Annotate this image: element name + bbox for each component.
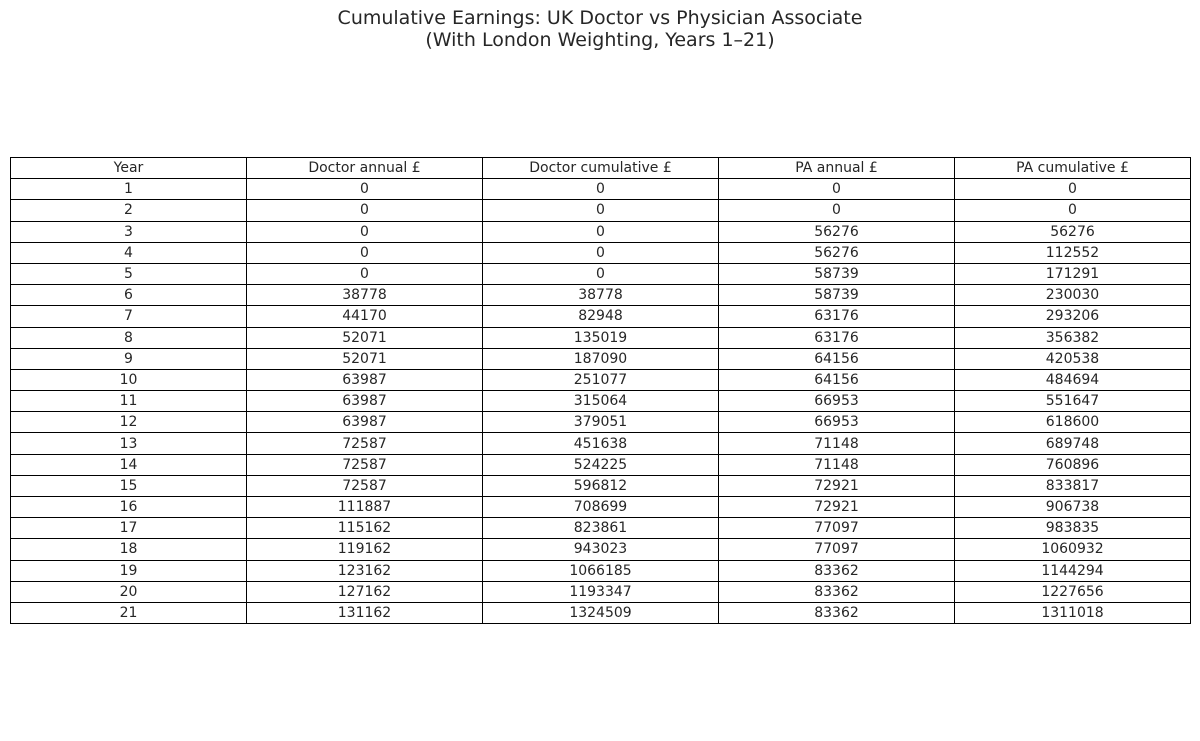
cell-year: 19	[11, 560, 247, 581]
cell-doctor-cumulative: 187090	[483, 348, 719, 369]
cell-pa-annual: 64156	[719, 369, 955, 390]
cell-pa-annual: 71148	[719, 454, 955, 475]
cell-doctor-cumulative: 0	[483, 263, 719, 284]
table-row	[11, 518, 1191, 539]
cell-year: 11	[11, 391, 247, 412]
table-header-row	[11, 158, 1191, 179]
cell-year: 3	[11, 221, 247, 242]
cell-doctor-cumulative: 596812	[483, 475, 719, 496]
cell-doctor-annual: 72587	[247, 454, 483, 475]
earnings-table	[10, 157, 1191, 624]
cell-doctor-cumulative: 0	[483, 200, 719, 221]
cell-doctor-annual: 0	[247, 242, 483, 263]
table-row	[11, 391, 1191, 412]
cell-pa-cumulative: 293206	[955, 306, 1191, 327]
cell-doctor-annual: 38778	[247, 285, 483, 306]
cell-year: 8	[11, 327, 247, 348]
cell-doctor-annual: 115162	[247, 518, 483, 539]
table-row	[11, 581, 1191, 602]
cell-doctor-annual: 127162	[247, 581, 483, 602]
table-row	[11, 454, 1191, 475]
chart-subtitle: (With London Weighting, Years 1–21)	[425, 29, 775, 51]
cell-pa-annual: 77097	[719, 518, 955, 539]
cell-pa-annual: 63176	[719, 306, 955, 327]
cell-doctor-annual: 119162	[247, 539, 483, 560]
cell-doctor-annual: 0	[247, 263, 483, 284]
cell-doctor-annual: 63987	[247, 391, 483, 412]
cell-doctor-annual: 131162	[247, 602, 483, 623]
cell-doctor-annual: 63987	[247, 369, 483, 390]
cell-year: 5	[11, 263, 247, 284]
table-row	[11, 306, 1191, 327]
cell-year: 14	[11, 454, 247, 475]
cell-doctor-cumulative: 379051	[483, 412, 719, 433]
cell-doctor-annual: 63987	[247, 412, 483, 433]
column-header-pa-annual: PA annual £	[719, 158, 955, 179]
cell-pa-cumulative: 356382	[955, 327, 1191, 348]
cell-pa-annual: 56276	[719, 221, 955, 242]
cell-doctor-annual: 52071	[247, 327, 483, 348]
cell-pa-annual: 58739	[719, 285, 955, 306]
cell-year: 20	[11, 581, 247, 602]
cell-year: 17	[11, 518, 247, 539]
table-row	[11, 263, 1191, 284]
cell-pa-cumulative: 1144294	[955, 560, 1191, 581]
cell-doctor-cumulative: 135019	[483, 327, 719, 348]
table-body	[11, 179, 1191, 624]
cell-doctor-annual: 52071	[247, 348, 483, 369]
cell-pa-cumulative: 1311018	[955, 602, 1191, 623]
table-row	[11, 285, 1191, 306]
table-row	[11, 539, 1191, 560]
cell-doctor-cumulative: 0	[483, 242, 719, 263]
table-row	[11, 369, 1191, 390]
cell-doctor-annual: 44170	[247, 306, 483, 327]
cell-pa-annual: 0	[719, 200, 955, 221]
cell-pa-cumulative: 420538	[955, 348, 1191, 369]
cell-year: 7	[11, 306, 247, 327]
table-row	[11, 348, 1191, 369]
cell-pa-annual: 71148	[719, 433, 955, 454]
column-header-doctor-annual: Doctor annual £	[247, 158, 483, 179]
cell-doctor-cumulative: 1066185	[483, 560, 719, 581]
cell-pa-cumulative: 1060932	[955, 539, 1191, 560]
cell-pa-annual: 72921	[719, 475, 955, 496]
chart-title: Cumulative Earnings: UK Doctor vs Physician Associate	[337, 7, 863, 29]
cell-doctor-cumulative: 823861	[483, 518, 719, 539]
cell-doctor-annual: 111887	[247, 497, 483, 518]
cell-year: 15	[11, 475, 247, 496]
cell-doctor-cumulative: 82948	[483, 306, 719, 327]
cell-year: 2	[11, 200, 247, 221]
cell-pa-cumulative: 983835	[955, 518, 1191, 539]
cell-doctor-annual: 0	[247, 179, 483, 200]
cell-pa-annual: 83362	[719, 602, 955, 623]
cell-pa-annual: 83362	[719, 560, 955, 581]
cell-doctor-cumulative: 0	[483, 221, 719, 242]
cell-year: 18	[11, 539, 247, 560]
table-row	[11, 602, 1191, 623]
cell-doctor-cumulative: 524225	[483, 454, 719, 475]
table-row	[11, 497, 1191, 518]
table-row	[11, 433, 1191, 454]
cell-year: 21	[11, 602, 247, 623]
cell-doctor-cumulative: 1193347	[483, 581, 719, 602]
cell-pa-annual: 56276	[719, 242, 955, 263]
cell-pa-cumulative: 0	[955, 200, 1191, 221]
cell-pa-cumulative: 618600	[955, 412, 1191, 433]
cell-year: 6	[11, 285, 247, 306]
cell-year: 4	[11, 242, 247, 263]
table-row	[11, 475, 1191, 496]
cell-doctor-cumulative: 0	[483, 179, 719, 200]
table-row	[11, 327, 1191, 348]
cell-pa-annual: 0	[719, 179, 955, 200]
column-header-pa-cumulative: PA cumulative £	[955, 158, 1191, 179]
cell-pa-cumulative: 551647	[955, 391, 1191, 412]
column-header-year: Year	[11, 158, 247, 179]
cell-doctor-cumulative: 943023	[483, 539, 719, 560]
cell-year: 16	[11, 497, 247, 518]
cell-pa-annual: 83362	[719, 581, 955, 602]
cell-pa-cumulative: 760896	[955, 454, 1191, 475]
cell-pa-annual: 58739	[719, 263, 955, 284]
cell-pa-annual: 66953	[719, 412, 955, 433]
table-row	[11, 242, 1191, 263]
cell-pa-cumulative: 833817	[955, 475, 1191, 496]
cell-pa-cumulative: 1227656	[955, 581, 1191, 602]
cell-doctor-annual: 72587	[247, 433, 483, 454]
cell-doctor-annual: 0	[247, 221, 483, 242]
cell-year: 12	[11, 412, 247, 433]
table-row	[11, 560, 1191, 581]
table-row	[11, 179, 1191, 200]
table-row	[11, 200, 1191, 221]
cell-pa-annual: 63176	[719, 327, 955, 348]
cell-pa-annual: 66953	[719, 391, 955, 412]
cell-doctor-cumulative: 38778	[483, 285, 719, 306]
cell-year: 10	[11, 369, 247, 390]
cell-doctor-cumulative: 315064	[483, 391, 719, 412]
cell-year: 13	[11, 433, 247, 454]
cell-pa-annual: 77097	[719, 539, 955, 560]
table-row	[11, 221, 1191, 242]
cell-doctor-annual: 0	[247, 200, 483, 221]
cell-pa-cumulative: 484694	[955, 369, 1191, 390]
cell-pa-cumulative: 230030	[955, 285, 1191, 306]
cell-doctor-cumulative: 451638	[483, 433, 719, 454]
table-row	[11, 412, 1191, 433]
cell-doctor-annual: 123162	[247, 560, 483, 581]
cell-pa-annual: 72921	[719, 497, 955, 518]
cell-doctor-annual: 72587	[247, 475, 483, 496]
cell-year: 1	[11, 179, 247, 200]
cell-pa-cumulative: 171291	[955, 263, 1191, 284]
cell-doctor-cumulative: 708699	[483, 497, 719, 518]
chart-title-block	[0, 7, 1200, 51]
cell-pa-cumulative: 112552	[955, 242, 1191, 263]
column-header-doctor-cumulative: Doctor cumulative £	[483, 158, 719, 179]
cell-doctor-cumulative: 251077	[483, 369, 719, 390]
cell-pa-cumulative: 906738	[955, 497, 1191, 518]
cell-year: 9	[11, 348, 247, 369]
cell-pa-cumulative: 0	[955, 179, 1191, 200]
cell-pa-annual: 64156	[719, 348, 955, 369]
cell-doctor-cumulative: 1324509	[483, 602, 719, 623]
cell-pa-cumulative: 56276	[955, 221, 1191, 242]
cell-pa-cumulative: 689748	[955, 433, 1191, 454]
